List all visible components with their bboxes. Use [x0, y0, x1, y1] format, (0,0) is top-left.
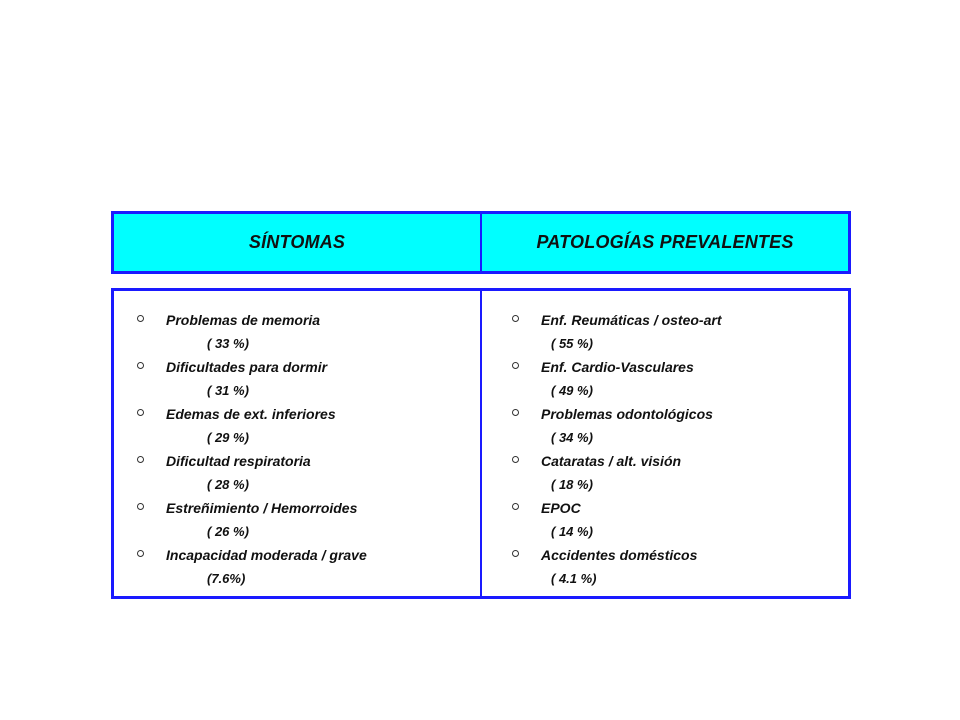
item-percentage: ( 4.1 %) [551, 571, 597, 586]
item-percentage: ( 29 %) [207, 430, 249, 445]
bullet-icon [137, 503, 144, 510]
item-label: Problemas odontológicos [541, 406, 713, 422]
item-percentage: ( 28 %) [207, 477, 249, 492]
item-percentage: ( 49 %) [551, 383, 593, 398]
bullet-icon [137, 315, 144, 322]
item-label: Edemas de ext. inferiores [166, 406, 336, 422]
item-label: Dificultad respiratoria [166, 453, 311, 469]
bullet-icon [512, 362, 519, 369]
bullet-icon [512, 456, 519, 463]
item-percentage: (7.6%) [207, 571, 246, 586]
item-label: Enf. Reumáticas / osteo-art [541, 312, 722, 328]
header-sintomas: SÍNTOMAS [114, 214, 482, 271]
table-body [111, 288, 851, 599]
item-percentage: ( 18 %) [551, 477, 593, 492]
bullet-icon [137, 409, 144, 416]
item-percentage: ( 34 %) [551, 430, 593, 445]
item-label: Accidentes domésticos [541, 547, 698, 563]
item-percentage: ( 14 %) [551, 524, 593, 539]
item-percentage: ( 31 %) [207, 383, 249, 398]
bullet-icon [512, 409, 519, 416]
bullet-icon [512, 315, 519, 322]
item-label: EPOC [541, 500, 581, 516]
bullet-icon [137, 362, 144, 369]
item-label: Enf. Cardio-Vasculares [541, 359, 694, 375]
bullet-icon [512, 550, 519, 557]
item-label: Estreñimiento / Hemorroides [166, 500, 358, 516]
item-percentage: ( 26 %) [207, 524, 249, 539]
bullet-icon [512, 503, 519, 510]
item-percentage: ( 55 %) [551, 336, 593, 351]
bullet-icon [137, 550, 144, 557]
header-patologias: PATOLOGÍAS PREVALENTES [536, 232, 794, 252]
item-percentage: ( 33 %) [207, 336, 249, 351]
item-label: Incapacidad moderada / grave [166, 547, 367, 563]
item-label: Dificultades para dormir [166, 359, 328, 375]
patologias-column [482, 291, 848, 596]
item-label: Cataratas / alt. visión [541, 453, 682, 469]
sintomas-column [114, 291, 482, 596]
bullet-icon [137, 456, 144, 463]
table-header [111, 211, 851, 274]
item-label: Problemas de memoria [166, 312, 321, 328]
